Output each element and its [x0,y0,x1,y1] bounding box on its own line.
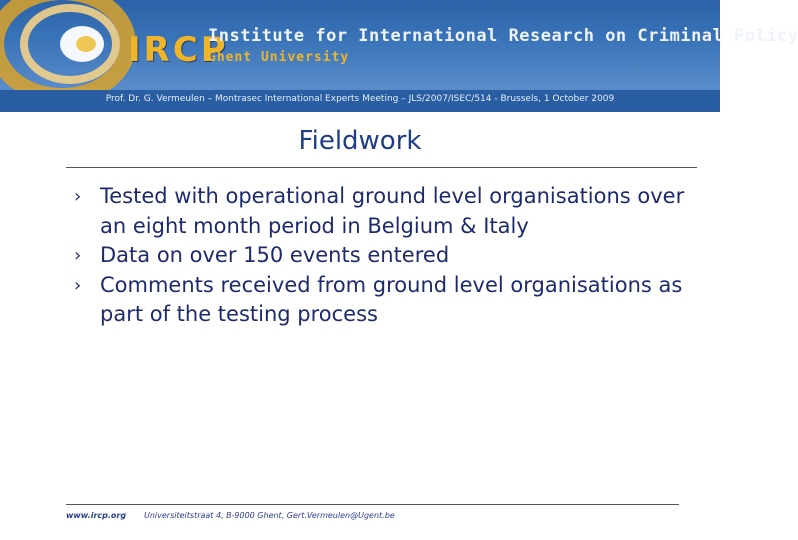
logo-text: IRCP [128,30,229,70]
meeting-info-bar [0,90,720,112]
chevron-right-icon: › [74,186,82,207]
institute-name: Institute for International Research on Criminal Policy [208,26,798,46]
title-divider [66,167,697,168]
chevron-right-icon: › [74,245,82,266]
slide-title: Fieldwork [298,126,422,156]
bullet-item [72,241,692,271]
bullet-item [72,271,692,330]
footer-website-link[interactable]: www.ircp.org [66,511,127,520]
bullet-text: Data on over 150 events entered [100,243,450,267]
meeting-info-text: Prof. Dr. G. Vermeulen – Montrasec International Experts Meeting – JLS/2007/ISEC/514 - Brussels, 1 October 2009 [105,94,615,104]
bullet-text: Tested with operational ground level organisations over an eight month period in Belgium & Italy [100,184,685,238]
chevron-right-icon: › [74,274,82,296]
header-banner [0,0,798,90]
university-name: Ghent University [208,50,350,65]
bullet-list [72,182,692,330]
bullet-text: Comments received from ground level organisations as part of the testing process [100,272,683,326]
footer-address: Universiteitstraat 4, B-9000 Ghent, Gert.Vermeulen@Ugent.be [144,511,395,520]
footer-divider [66,504,679,505]
bullet-item [72,182,692,241]
ircp-logo-swirl-icon [0,0,130,90]
